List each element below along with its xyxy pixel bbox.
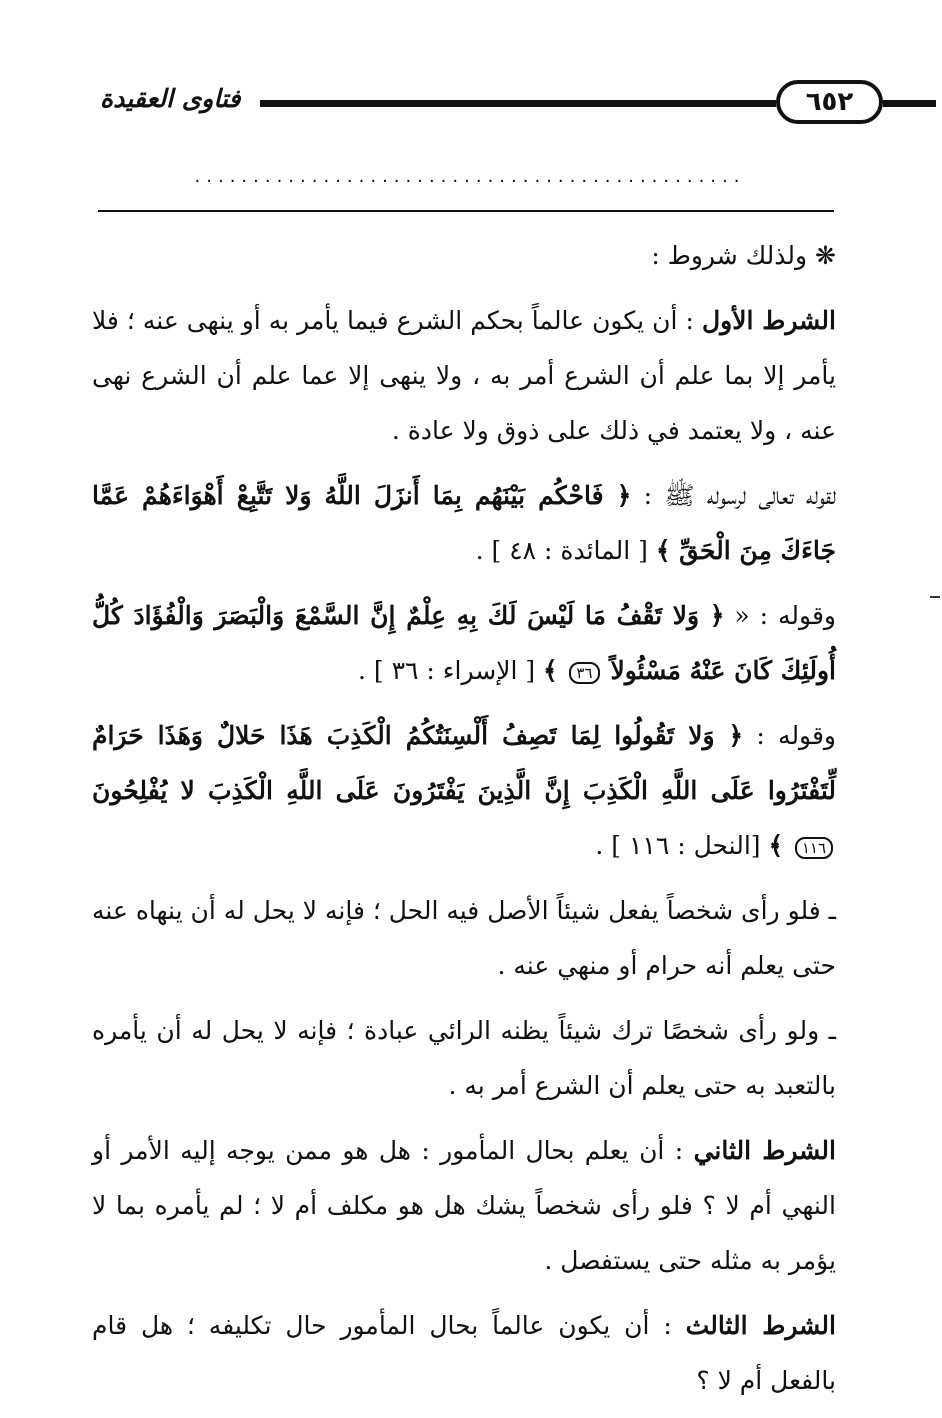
- quote-1-intro: لقوله تعالى لرسوله ﷺ :: [631, 481, 836, 510]
- condition-1: [92, 293, 836, 458]
- page-number: ٦٥٢: [776, 80, 883, 124]
- quote-3-verse: ﴿ وَلا تَقُولُوا لِمَا تَصِفُ أَلْسِنَتُكُمُ الْكَذِبَ هَذَا حَلالٌ وَهَذَا حَرَامٌ لِّتَفْتَرُوا عَلَى اللَّهِ الْكَذِبَ إِنَّ الَّذِينَ يَفْتَرُونَ عَلَى اللَّهِ الْكَذِبَ لا يُفْلِحُونَ: [92, 721, 836, 805]
- condition-3-text: : أن يكون عالماً بحال المأمور حال تكليفه ؛ هل قام بالفعل أم لا ؟: [92, 1311, 836, 1395]
- footnote-divider: [98, 210, 834, 212]
- condition-2: [92, 1123, 836, 1288]
- quote-1-verse: ﴿ فَاحْكُم بَيْنَهُم بِمَا أَنزَلَ اللَّهُ وَلا تَتَّبِعْ أَهْوَاءَهُمْ عَمَّا جَاءَكَ مِنَ الْحَقِّ ﴾: [92, 481, 836, 565]
- margin-mark: [930, 596, 940, 598]
- quote-2-close: ﴾: [543, 656, 567, 685]
- header-rule-left: [260, 100, 776, 107]
- quote-2-intro: وقوله : «: [724, 601, 836, 630]
- ayah-number-badge: ١١٦: [795, 837, 833, 859]
- quote-1-ref: [ المائدة : ٤٨ ] .: [475, 536, 656, 565]
- quote-3-close: ﴾: [768, 831, 792, 860]
- note-2: ـ ولو رأى شخصًا ترك شيئاً يظنه الرائي عبادة ؛ فإنه لا يحل له أن يأمره بالتعبد به حتى يعلم أن الشرع أمر به .: [92, 1016, 836, 1100]
- page-body: [92, 228, 836, 1418]
- quote-3-ref: [النحل : ١١٦ ] .: [595, 831, 769, 860]
- condition-3-label: الشرط الثالث: [685, 1311, 836, 1340]
- dotted-separator: ...............................................: [194, 166, 746, 186]
- running-title: فتاوى العقيدة: [100, 84, 241, 113]
- header-rule-right: [883, 100, 936, 107]
- note-1: ـ فلو رأى شخصاً يفعل شيئاً الأصل فيه الحل ؛ فإنه لا يحل له أن ينهاه عنه حتى يعلم أنه حرام أو منهي عنه .: [92, 896, 836, 980]
- quote-1: [92, 468, 836, 578]
- condition-1-text: : أن يكون عالماً بحكم الشرع فيما يأمر به أو ينهى عنه ؛ فلا يأمر إلا بما علم أن الشرع أمر به ، ولا ينهى إلا عما علم أن الشرع نهى عنه ، ولا يعتمد في ذلك على ذوق ولا عادة .: [92, 306, 836, 445]
- quote-2: [92, 588, 836, 698]
- page-header: [100, 78, 854, 130]
- condition-2-text: : أن يعلم بحال المأمور : هل هو ممن يوجه إليه الأمر أو النهي أم لا ؟ فلو رأى شخصاً يشك هل هو مكلف أم لا ؛ لم يأمره بما لا يؤمر به مثله حتى يستفصل .: [92, 1136, 836, 1275]
- condition-1-label: الشرط الأول: [701, 306, 836, 335]
- condition-2-label: الشرط الثاني: [693, 1136, 836, 1165]
- quote-3-intro: وقوله :: [743, 721, 836, 750]
- quote-3: [92, 708, 836, 873]
- condition-3: [92, 1298, 836, 1408]
- ayah-number-badge: ٣٦: [569, 662, 599, 684]
- intro-line: ❋ ولذلك شروط :: [651, 241, 836, 270]
- quote-2-verse: ﴿ وَلا تَقْفُ مَا لَيْسَ لَكَ بِهِ عِلْمٌ إِنَّ السَّمْعَ وَالْبَصَرَ وَالْفُؤَادَ كُلُّ أُولَئِكَ كَانَ عَنْهُ مَسْئُولاً: [92, 601, 836, 685]
- quote-2-ref: [ الإسراء : ٣٦ ] .: [357, 656, 544, 685]
